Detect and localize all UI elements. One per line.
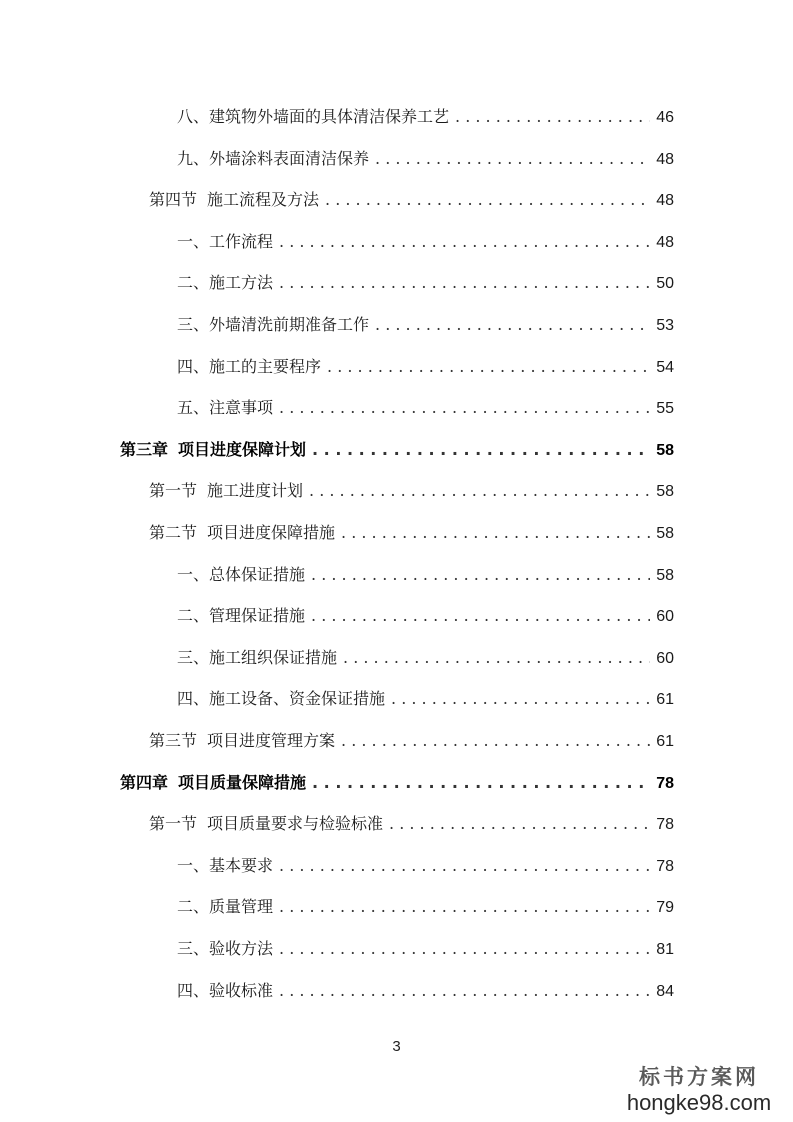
toc-entry-title: 三、施工组织保证措施 xyxy=(177,647,338,667)
toc-entry-label xyxy=(177,230,273,254)
toc-entry-page: 58 xyxy=(656,483,674,501)
toc-item-row[interactable] xyxy=(177,937,674,961)
toc-section-row[interactable] xyxy=(149,521,674,545)
toc-entry-label xyxy=(177,854,273,878)
toc-entry-title: 二、管理保证措施 xyxy=(177,606,306,626)
toc-leader-dots xyxy=(341,521,650,545)
toc-chapter-row[interactable] xyxy=(120,438,674,462)
toc-leader-dots xyxy=(343,646,650,670)
toc-entry-page: 78 xyxy=(656,816,674,834)
toc-entry-page: 55 xyxy=(656,400,674,418)
toc-entry-label xyxy=(177,604,305,628)
toc-leader-dots xyxy=(309,479,650,503)
toc-entry-page: 84 xyxy=(656,982,674,1000)
toc-entry-label xyxy=(177,895,273,919)
toc-entry-label xyxy=(177,271,273,295)
toc-leader-dots xyxy=(455,105,650,129)
toc-item-row[interactable] xyxy=(177,396,674,420)
toc-entry-page: 78 xyxy=(656,857,674,875)
toc-leader-dots xyxy=(389,812,650,836)
toc-entry-prefix: 第二节 xyxy=(149,523,198,542)
toc-leader-dots xyxy=(279,979,650,1003)
watermark-url: hongke98.com xyxy=(626,1090,772,1115)
toc-entry-page: 58 xyxy=(656,525,674,542)
toc-entry-page: 81 xyxy=(656,941,674,958)
toc-entry-label xyxy=(149,188,319,212)
toc-entry-title: 一、基本要求 xyxy=(177,855,274,875)
toc-leader-dots xyxy=(311,563,650,587)
toc-entry-prefix: 第一节 xyxy=(149,814,198,834)
toc-entry-label xyxy=(177,105,449,129)
toc-entry-title: 四、施工设备、资金保证措施 xyxy=(177,689,386,709)
toc-entry-prefix: 第四章 xyxy=(120,772,169,792)
toc-entry-page: 46 xyxy=(656,109,674,126)
toc-entry-title: 三、外墙清洗前期准备工作 xyxy=(177,315,370,334)
toc-entry-label xyxy=(177,937,273,961)
toc-entry-page: 78 xyxy=(656,774,674,792)
toc-entry-title: 项目质量保障措施 xyxy=(178,772,307,792)
toc-leader-dots xyxy=(341,729,650,753)
toc-entry-title: 一、总体保证措施 xyxy=(177,564,306,584)
watermark-logo xyxy=(619,1064,779,1116)
toc-entry-label xyxy=(177,147,369,171)
toc-entry-label xyxy=(177,563,305,587)
toc-entry-page: 79 xyxy=(656,899,674,917)
watermark-name: 标书方案网 xyxy=(639,1064,759,1089)
page-number: 3 xyxy=(392,1038,401,1055)
toc-entry-prefix: 第三章 xyxy=(120,439,169,459)
toc-entry-label xyxy=(149,479,303,503)
toc-leader-dots xyxy=(311,604,650,628)
toc-entry-label xyxy=(120,771,306,795)
toc-entry-title: 施工流程及方法 xyxy=(207,190,320,210)
toc-leader-dots xyxy=(279,937,650,961)
toc-leader-dots xyxy=(327,355,650,379)
toc-entry-title: 二、施工方法 xyxy=(177,273,274,293)
toc-leader-dots xyxy=(279,271,650,295)
toc-leader-dots xyxy=(279,895,650,919)
toc-entry-label xyxy=(177,687,385,711)
toc-entry-label xyxy=(120,438,306,462)
toc-leader-dots xyxy=(279,854,650,878)
toc-entry-title: 四、施工的主要程序 xyxy=(177,356,322,376)
toc-leader-dots xyxy=(279,396,650,420)
toc-entry-label xyxy=(149,521,335,545)
toc-entry-title: 项目进度保障计划 xyxy=(178,439,307,459)
toc-section-row[interactable] xyxy=(149,812,674,836)
toc-entry-label xyxy=(177,396,273,420)
toc-section-row[interactable] xyxy=(149,729,674,753)
toc-entry-title: 八、建筑物外墙面的具体清洁保养工艺 xyxy=(177,107,450,126)
toc-entry-label xyxy=(177,313,369,337)
toc-item-row[interactable] xyxy=(177,271,674,295)
toc-entry-title: 九、外墙涂料表面清洁保养 xyxy=(177,148,370,168)
toc-leader-dots xyxy=(375,147,650,171)
toc-entry-page: 48 xyxy=(656,233,674,251)
toc-leader-dots xyxy=(375,313,650,337)
toc-item-row[interactable] xyxy=(177,313,674,337)
toc-entry-title: 项目进度管理方案 xyxy=(207,731,336,750)
toc-entry-prefix: 第一节 xyxy=(149,481,198,501)
toc-entry-label xyxy=(177,646,337,670)
toc-item-row[interactable] xyxy=(177,355,674,379)
toc-leader-dots xyxy=(279,230,650,254)
toc-item-row[interactable] xyxy=(177,230,674,254)
toc-entry-prefix: 第三节 xyxy=(149,731,198,750)
toc-leader-dots xyxy=(391,687,650,711)
toc-entry-page: 58 xyxy=(656,441,674,459)
toc-item-row[interactable] xyxy=(177,147,674,171)
toc-section-row[interactable] xyxy=(149,479,674,503)
toc-entry-title: 四、验收标准 xyxy=(177,980,274,1000)
toc-leader-dots xyxy=(325,188,650,212)
toc-entry-title: 五、注意事项 xyxy=(177,398,274,418)
toc-entry-title: 二、质量管理 xyxy=(177,897,274,917)
toc-item-row[interactable] xyxy=(177,895,674,919)
toc-leader-dots xyxy=(312,438,650,462)
toc-section-row[interactable] xyxy=(149,188,674,212)
toc-item-row[interactable] xyxy=(177,563,674,587)
toc-entry-label xyxy=(177,355,321,379)
toc-entry-page: 53 xyxy=(656,317,674,334)
toc-entry-page: 48 xyxy=(656,150,674,168)
toc-entry-page: 61 xyxy=(656,733,674,750)
toc-entry-page: 48 xyxy=(656,192,674,210)
toc-entry-page: 50 xyxy=(656,275,674,293)
toc-entry-title: 施工进度计划 xyxy=(207,481,304,501)
toc-entry-prefix: 第四节 xyxy=(149,190,198,210)
toc-entry-label xyxy=(149,729,335,753)
toc-item-row[interactable] xyxy=(177,979,674,1003)
toc-entry-page: 60 xyxy=(656,649,674,667)
toc-entry-label xyxy=(177,979,273,1003)
toc-item-row[interactable] xyxy=(177,687,674,711)
toc-item-row[interactable] xyxy=(177,604,674,628)
toc-entry-page: 58 xyxy=(656,566,674,584)
toc-entry-page: 61 xyxy=(656,691,674,709)
toc-entry-title: 项目质量要求与检验标准 xyxy=(207,814,384,834)
toc-entry-label xyxy=(149,812,383,836)
toc-item-row[interactable] xyxy=(177,854,674,878)
toc-item-row[interactable] xyxy=(177,105,674,129)
toc-entry-title: 一、工作流程 xyxy=(177,231,274,251)
toc-entry-page: 54 xyxy=(656,358,674,376)
toc-entry-title: 三、验收方法 xyxy=(177,939,274,958)
toc-entry-title: 项目进度保障措施 xyxy=(207,523,336,542)
toc-entry-page: 60 xyxy=(656,608,674,626)
toc-leader-dots xyxy=(312,771,650,795)
toc-item-row[interactable] xyxy=(177,646,674,670)
toc-chapter-row[interactable] xyxy=(120,771,674,795)
